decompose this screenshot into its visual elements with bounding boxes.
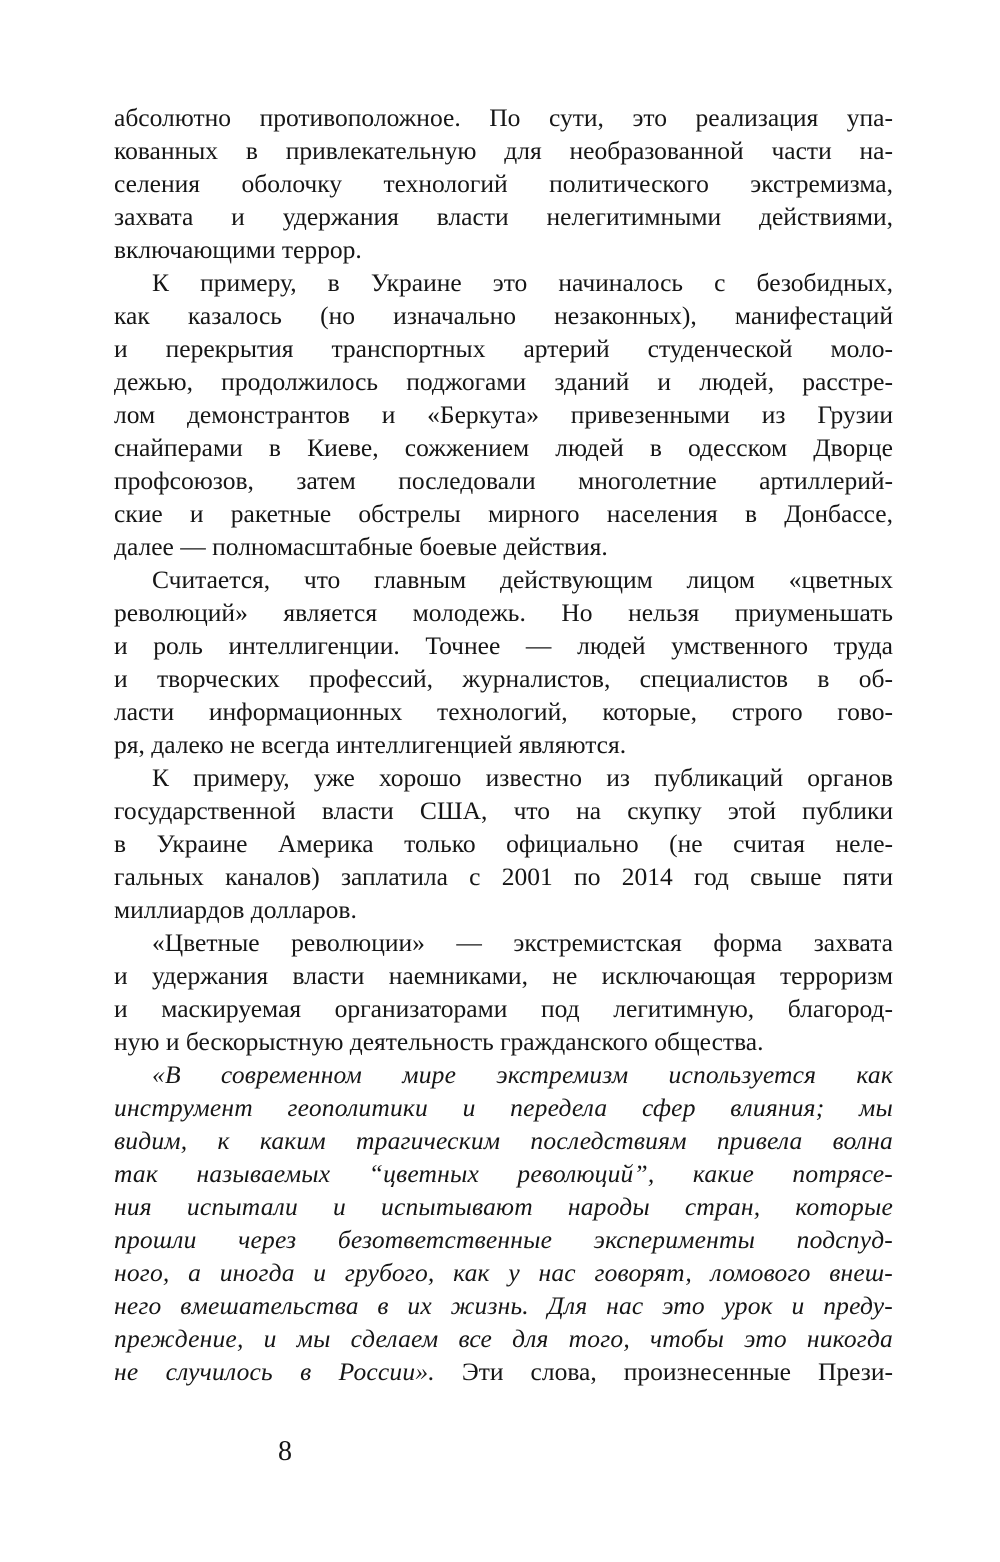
text-line: него вмешательства в их жизнь. Для нас это урок и преду- [114,1291,893,1320]
text-line: К примеру, уже хорошо известно из публикаций органов [152,763,893,792]
text-line: Считается, что главным действующим лицом «цветных [152,565,893,594]
text-line: включающими террор. [114,235,362,264]
paragraph [114,926,893,1058]
paragraph [114,563,893,761]
text-segment-upright: Эти слова, произнесенные Прези- [434,1357,893,1386]
text-line: как казалось (но изначально незаконных), манифестаций [114,301,893,330]
text-line: государственной власти США, что на скупку этой публики [114,796,893,825]
text-line: и удержания власти наемниками, не исключающая терроризм [114,961,893,990]
text-line: прошли через безответственные эксперименты подспуд- [114,1225,893,1254]
paragraph [114,101,893,266]
text-block [114,101,893,1388]
text-line [114,1355,893,1388]
text-line: кованных в привлекательную для необразованной части на- [114,136,893,165]
text-line: профсоюзов, затем последовали многолетние артиллерий- [114,466,893,495]
text-line: и роль интеллигенции. Точнее — людей умственного труда [114,631,893,660]
text-line: снайперами в Киеве, сожжением людей в одесском Дворце [114,433,893,462]
paragraph [114,266,893,563]
text-line: абсолютно противоположное. По сути, это реализация упа- [114,103,893,132]
paragraph [114,1058,893,1388]
text-line: селения оболочку технологий политического экстремизма, [114,169,893,198]
text-line: ного, а иногда и грубого, как у нас говорят, ломового внеш- [114,1258,893,1287]
text-line: «Цветные революции» — экстремистская форма захвата [152,928,893,957]
text-line: ласти информационных технологий, которые, строго гово- [114,697,893,726]
text-line: и маскируемая организаторами под легитимную, благород- [114,994,893,1023]
text-line: в Украине Америка только официально (не считая неле- [114,829,893,858]
text-line: захвата и удержания власти нелегитимными действиями, [114,202,893,231]
text-line: ские и ракетные обстрелы мирного населения в Донбассе, [114,499,893,528]
text-line: видим, к каким трагическим последствиям привела волна [114,1126,893,1155]
text-line: далее — полномасштабные боевые действия. [114,532,608,561]
text-line: революций» является молодежь. Но нельзя приуменьшать [114,598,893,627]
text-segment-italic: не случилось в России». [114,1357,435,1386]
text-line: так называемых “цветных революций”, какие потрясе- [114,1159,893,1188]
text-line: миллиардов долларов. [114,895,357,924]
text-line: ря, далеко не всегда интеллигенцией являются. [114,730,627,759]
text-line: ную и бескорыстную деятельность гражданского общества. [114,1027,764,1056]
text-line: гальных каналов) заплатила с 2001 по 2014 год свыше пяти [114,862,893,891]
text-line: инструмент геополитики и передела сфер влияния; мы [114,1093,893,1122]
text-line: ния испытали и испытывают народы стран, которые [114,1192,893,1221]
text-line: и творческих профессий, журналистов, специалистов в об- [114,664,893,693]
text-line: дежью, продолжилось поджогами зданий и людей, расстре- [114,367,893,396]
text-line: лом демонстрантов и «Беркута» привезенными из Грузии [114,400,893,429]
text-line: «В современном мире экстремизм используется как [152,1060,893,1089]
paragraph [114,761,893,926]
text-line: преждение, и мы сделаем все для того, чтобы это никогда [114,1324,893,1353]
text-line: и перекрытия транспортных артерий студенческой моло- [114,334,893,363]
text-line: К примеру, в Украине это начиналось с безобидных, [152,268,893,297]
page-number: 8 [278,1436,292,1467]
